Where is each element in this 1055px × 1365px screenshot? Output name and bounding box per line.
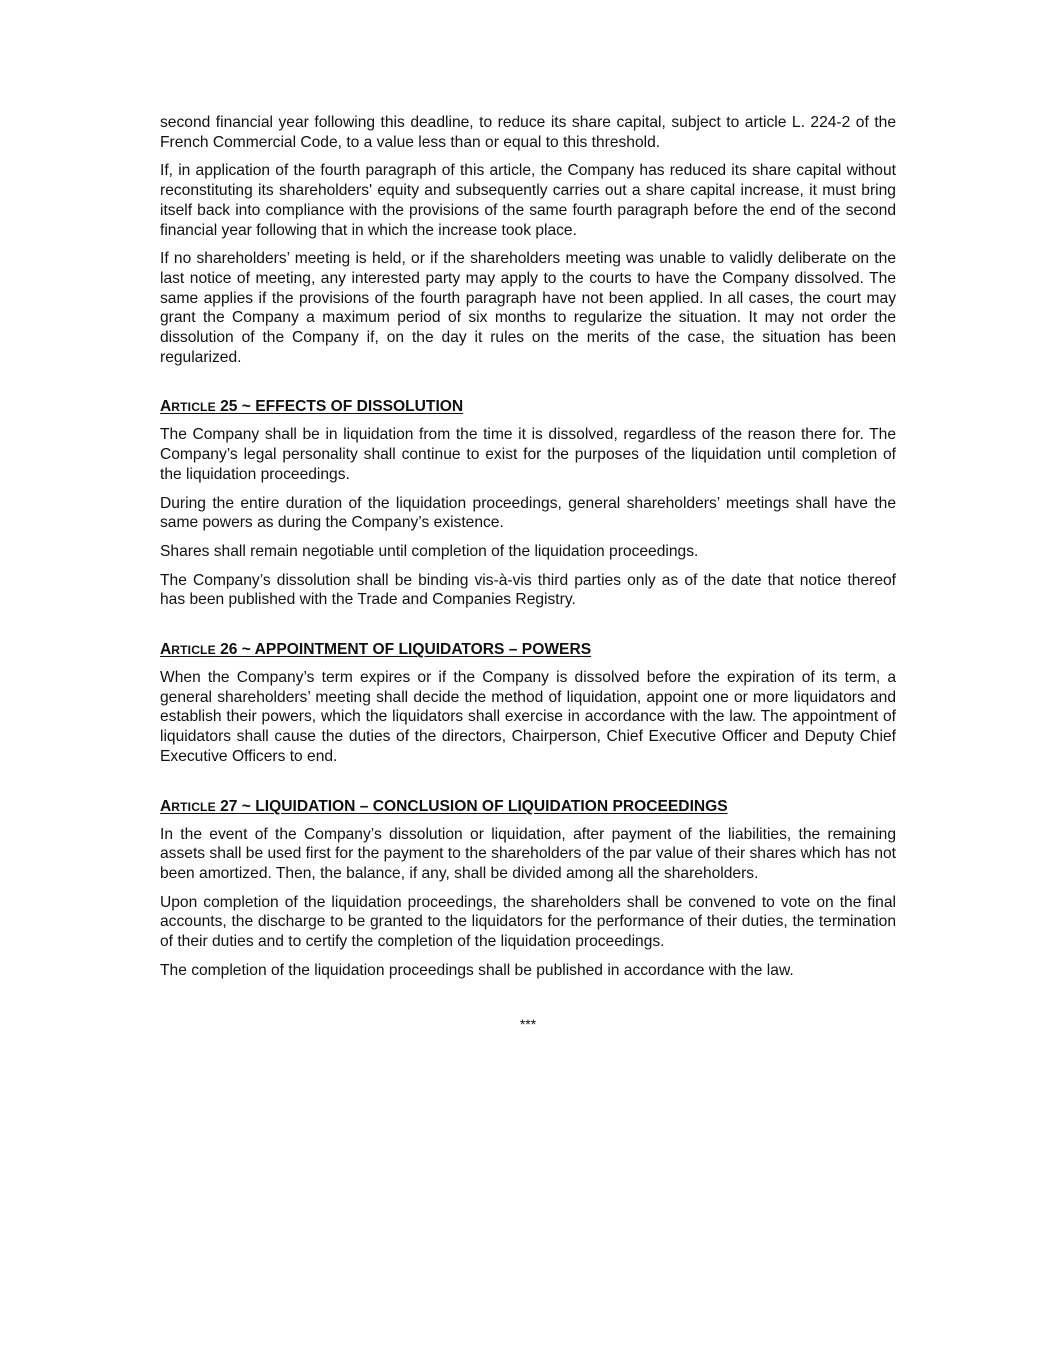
article-27-section xyxy=(160,797,896,981)
intro-paragraph: If, in application of the fourth paragraph of this article, the Company has reduced its share capital without reconstituting its shareholders' equity and subsequently carries out a share capital increase, it must bring itself back into compliance with the provisions of the same fourth paragraph before the end of the second financial year following that in which the increase took place. xyxy=(160,162,896,239)
article-paragraph: The completion of the liquidation proceedings shall be published in accordance with the law. xyxy=(160,961,794,979)
article-paragraph: When the Company’s term expires or if the Company is dissolved before the expiration of its term, a general shareholders’ meeting shall decide the method of liquidation, appoint one or more liquidators and establish their powers, which the liquidators shall exercise in accordance with the law. The appointment of liquidators shall cause the duties of the directors, Chairperson, Chief Executive Officer and Deputy Chief Executive Officers to end. xyxy=(160,669,896,765)
article-paragraph: The Company shall be in liquidation from the time it is dissolved, regardless of the reason there for. The Company’s legal personality shall continue to exist for the purposes of the liquidation until completion of the liquidation proceedings. xyxy=(160,426,896,483)
article-25-heading xyxy=(160,397,896,417)
article-paragraph: During the entire duration of the liquidation proceedings, general shareholders’ meetings shall have the same powers as during the Company’s existence. xyxy=(160,494,896,532)
article-label-rest: RTICLE xyxy=(171,799,216,814)
article-label-rest: RTICLE xyxy=(171,400,216,415)
article-paragraph: Upon completion of the liquidation proceedings, the shareholders shall be convened to vote on the final accounts, the discharge to be granted to the liquidators for the performance of their duties, the termination of their duties and to certify the completion of the liquidation proceedings. xyxy=(160,893,896,951)
article-label-rest: RTICLE xyxy=(171,643,216,658)
article-26-section xyxy=(160,640,896,767)
article-paragraph: In the event of the Company’s dissolution or liquidation, after payment of the liabilities, the remaining assets shall be used first for the payment to the shareholders of the par value of their shares which has not been amortized. Then, the balance, if any, shall be divided among all the shareholders. xyxy=(160,825,896,882)
end-separator: *** xyxy=(519,1015,537,1032)
article-26-heading xyxy=(160,640,896,660)
article-label-first: A xyxy=(160,641,172,659)
document-page xyxy=(160,113,896,1033)
intro-paragraph: If no shareholders’ meeting is held, or if the shareholders meeting was unable to validly deliberate on the last notice of meeting, any interested party may apply to the courts to have the Company dissolved. The same applies if the provisions of the fourth paragraph have not been applied. In all cases, the court may grant the Company a maximum period of six months to regularize the situation. It may not order the dissolution of the Company if, on the day it rules on the merits of the case, the situation has been regularized. xyxy=(160,250,896,366)
article-title: 25 ~ EFFECTS OF DISSOLUTION xyxy=(215,398,464,416)
article-title: 27 ~ LIQUIDATION – CONCLUSION OF LIQUIDATION PROCEEDINGS xyxy=(215,797,728,815)
intro-paragraph: second financial year following this deadline, to reduce its share capital, subject to article L. 224-2 of the French Commercial Code, to a value less than or equal to this threshold. xyxy=(160,114,896,151)
article-label-first: A xyxy=(160,398,172,416)
article-paragraph: The Company’s dissolution shall be binding vis-à-vis third parties only as of the date that notice thereof has been published with the Trade and Companies Registry. xyxy=(160,571,896,609)
article-paragraph: Shares shall remain negotiable until completion of the liquidation proceedings. xyxy=(160,542,699,560)
article-27-heading xyxy=(160,797,896,817)
article-label-first: A xyxy=(160,797,172,815)
article-title: 26 ~ APPOINTMENT OF LIQUIDATORS – POWERS xyxy=(215,641,592,659)
article-25-section xyxy=(160,397,896,610)
